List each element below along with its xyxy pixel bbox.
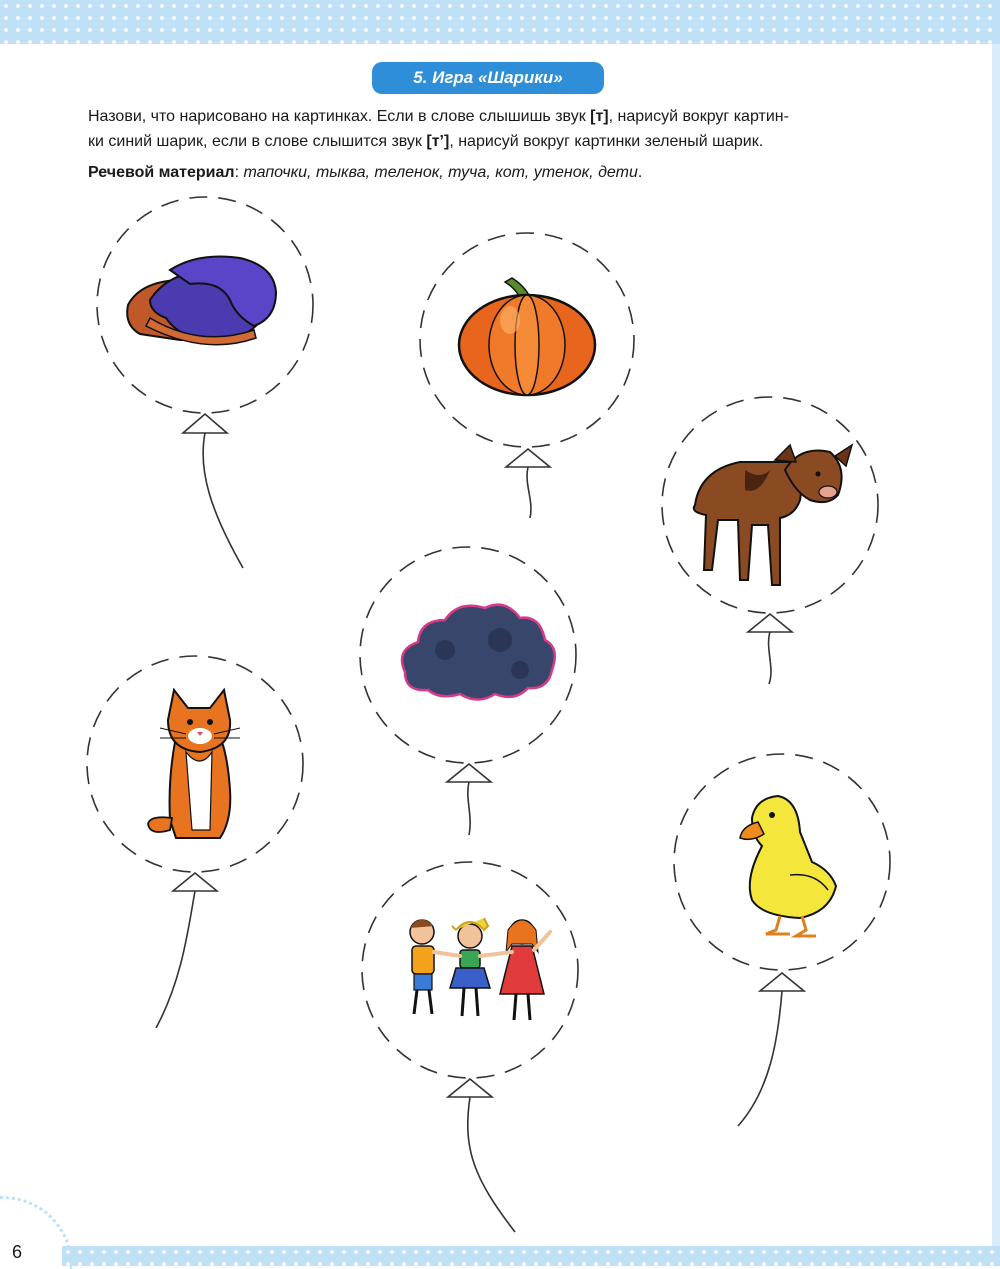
page-number: 6 <box>12 1242 23 1262</box>
balloon-duckling[interactable] <box>674 754 890 1126</box>
children-icon <box>410 918 550 1020</box>
instructions-line1-end: , нарисуй вокруг картин- <box>608 108 789 125</box>
sound-hard-t: [т] <box>590 108 609 125</box>
balloon-cat[interactable] <box>87 656 303 1028</box>
balloon-calf[interactable] <box>662 397 878 684</box>
duckling-icon <box>740 796 836 936</box>
balloon-children[interactable] <box>362 862 578 1232</box>
balloon-cloud[interactable] <box>360 547 576 835</box>
instructions-line1: Назови, что нарисовано на картинках. Если в слове слышишь звук <box>88 108 591 125</box>
calf-icon <box>694 445 852 585</box>
balloon-slippers[interactable] <box>97 197 313 568</box>
instructions-line2: ки синий шарик, если в слове слышится звук <box>88 133 427 150</box>
speech-material-label: Речевой материал <box>88 164 235 181</box>
speech-material-colon: : <box>234 164 244 181</box>
exercise-title: 5. Игра «Шарики» <box>372 62 604 94</box>
sound-soft-t: [т’] <box>426 133 450 150</box>
speech-material-words: тапочки, тыква, теленок, туча, кот, утенок, дети <box>243 164 638 181</box>
balloon-pumpkin[interactable] <box>420 233 634 518</box>
speech-material-end: . <box>637 164 643 181</box>
pumpkin-icon <box>459 278 595 395</box>
instructions-line2-end: , нарисуй вокруг картинки зеленый шарик. <box>449 133 764 150</box>
cat-icon <box>148 690 240 838</box>
cloud-icon <box>402 605 555 700</box>
slippers-icon <box>127 257 276 345</box>
